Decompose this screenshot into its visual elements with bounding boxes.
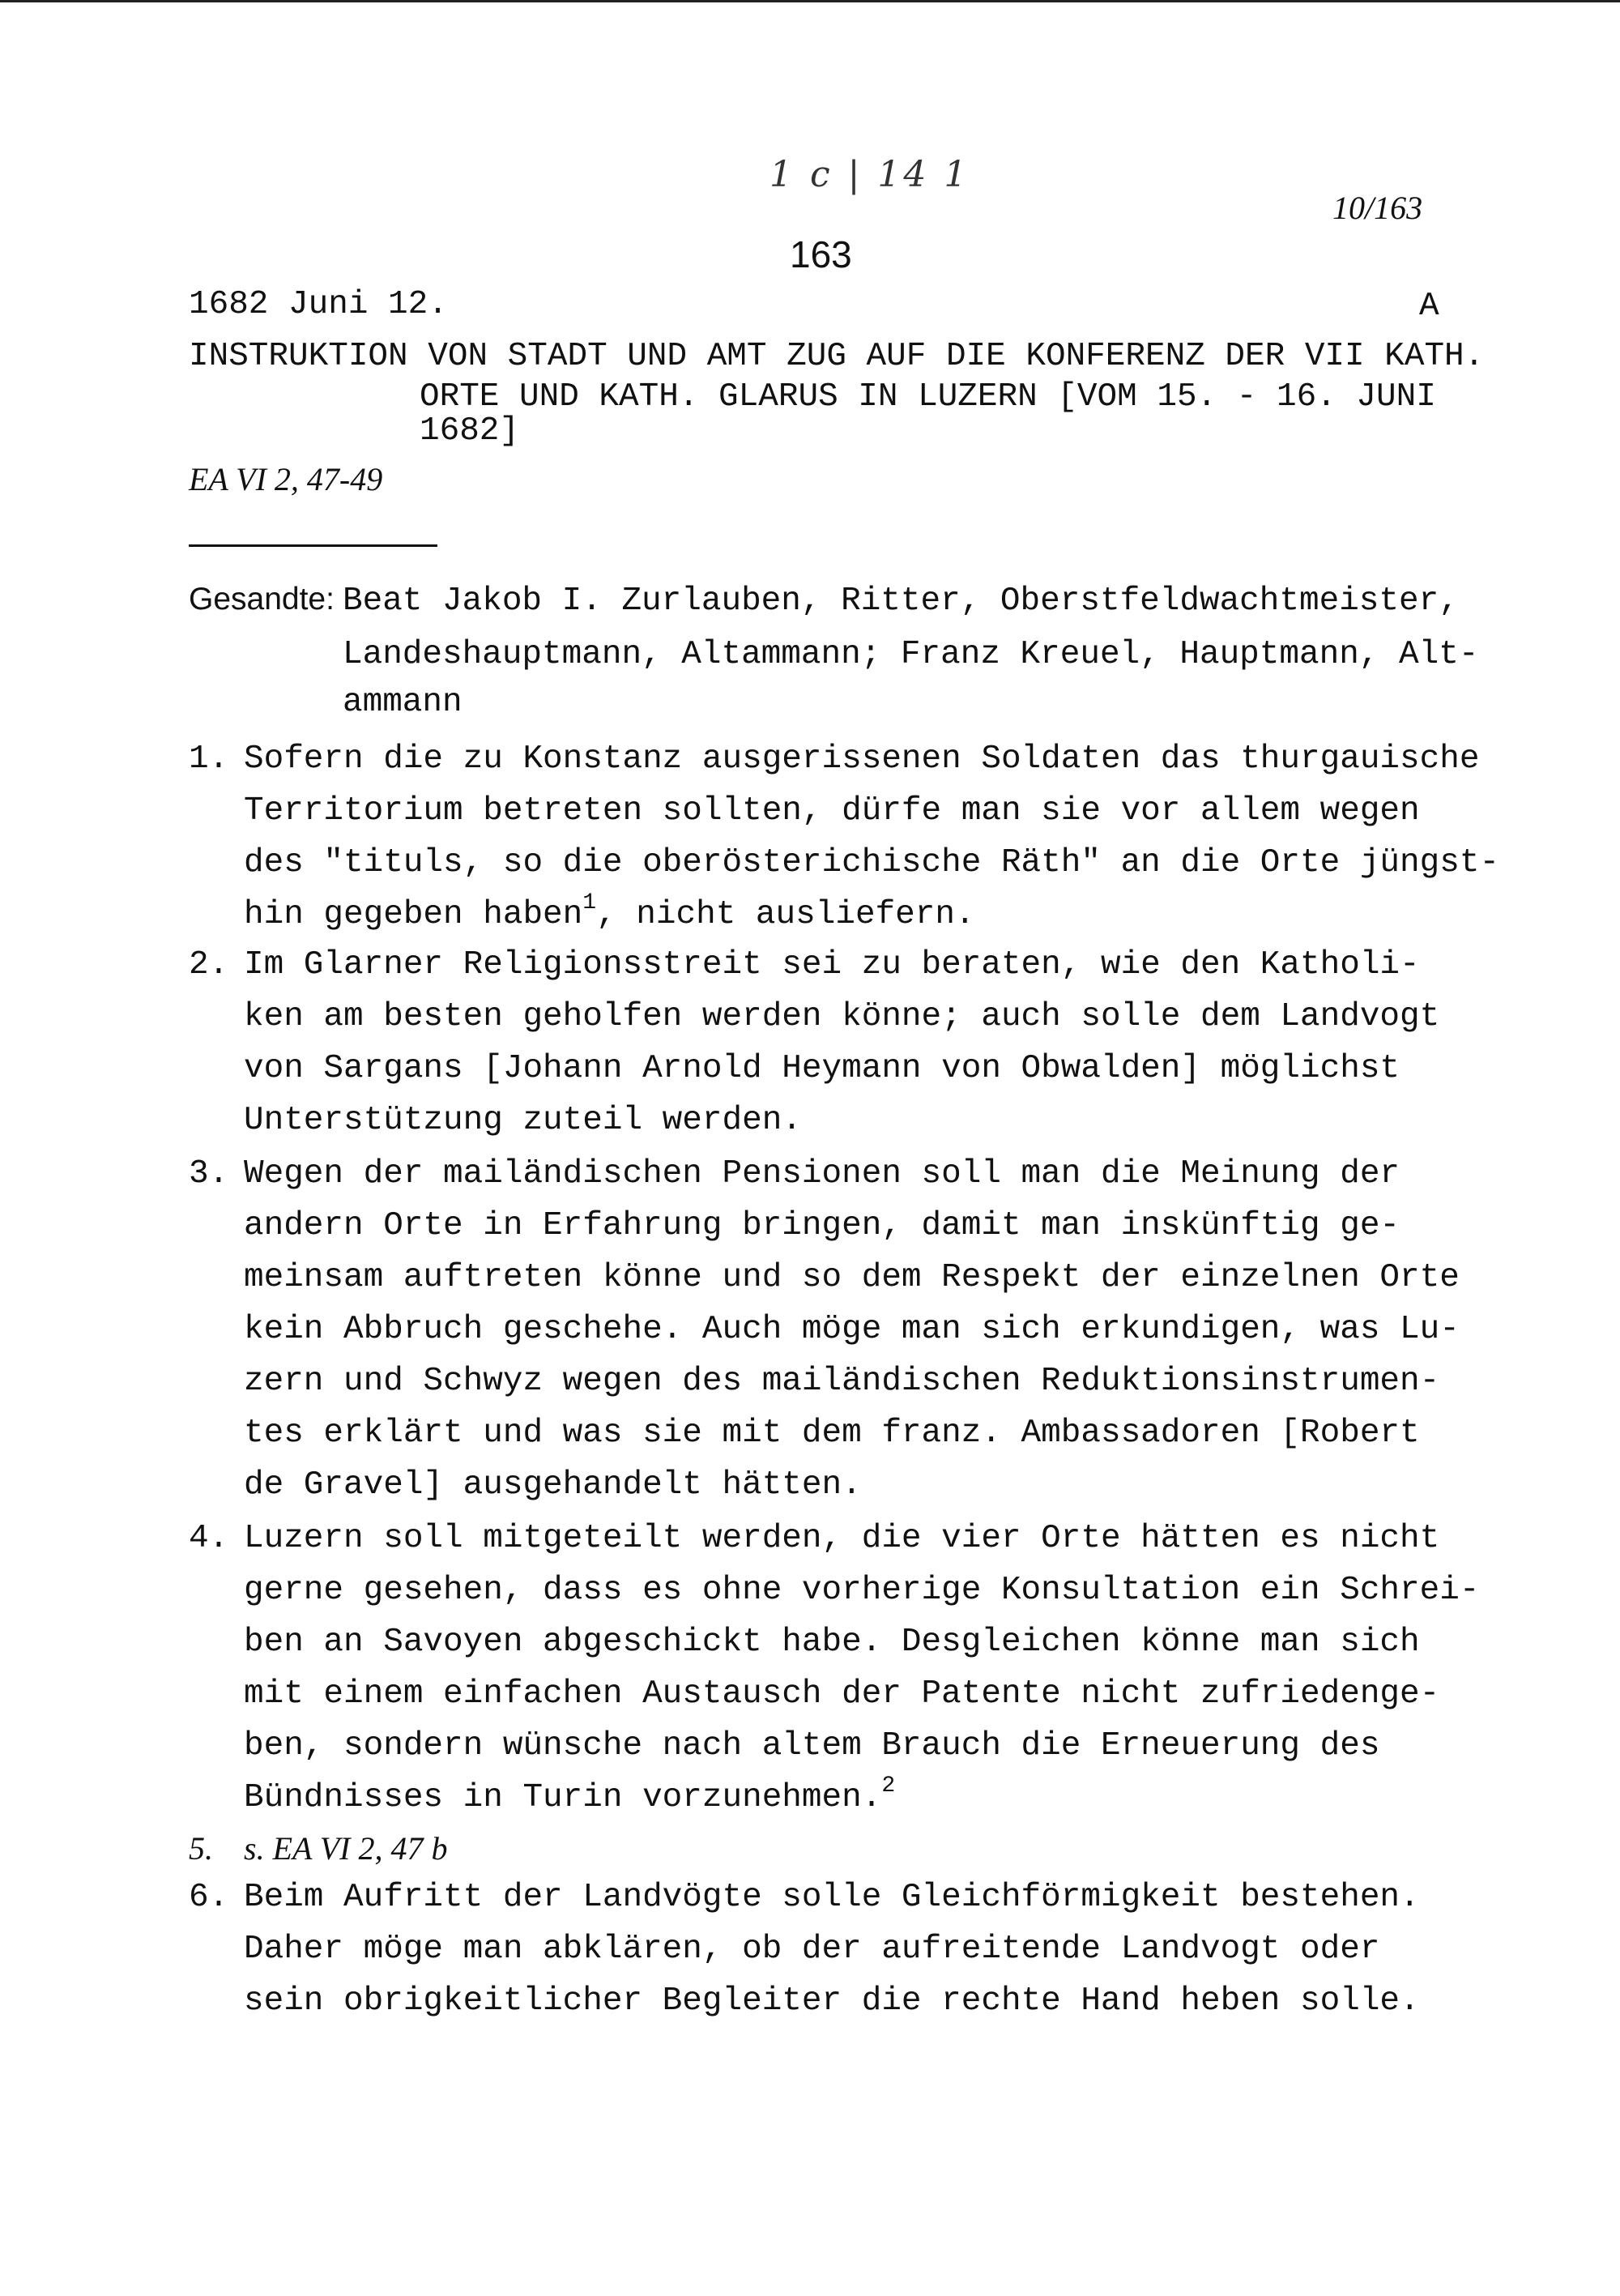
item-line: mit einem einfachen Austausch der Patente nicht zufriedenge- — [244, 1675, 1440, 1713]
document-date: 1682 Juni 12. — [189, 286, 448, 323]
footnote-marker: 1 — [582, 890, 597, 915]
page-number: 163 — [790, 233, 852, 275]
item-number: 2. — [189, 946, 229, 984]
gesandte-line-3: ammann — [343, 684, 463, 721]
item-reference: s. EA VI 2, 47 b — [244, 1830, 448, 1867]
item-line: ken am besten geholfen werden könne; auch solle dem Landvogt — [244, 998, 1440, 1035]
item-number: 1. — [189, 740, 229, 778]
gesandte-label: Gesandte: — [189, 582, 335, 617]
handwritten-archive-mark: 1 c | 14 1 — [770, 154, 970, 195]
item-line: tes erklärt und was sie mit dem franz. Ambassadoren [Robert — [244, 1415, 1420, 1452]
item-line: de Gravel] ausgehandelt hätten. — [244, 1466, 862, 1504]
item-number: 4. — [189, 1520, 229, 1557]
title-line-2: ORTE UND KATH. GLARUS IN LUZERN [VOM 15. - 16. JUNI — [420, 378, 1436, 416]
item-number: 6. — [189, 1879, 229, 1916]
title-line-1: INSTRUKTION VON STADT UND AMT ZUG AUF DIE KONFERENZ DER VII KATH. — [189, 338, 1485, 375]
item-line: gerne gesehen, dass es ohne vorherige Konsultation ein Schrei- — [244, 1572, 1480, 1609]
item-line: zern und Schwyz wegen des mailändischen Reduktionsinstrumen- — [244, 1363, 1440, 1400]
item-line: Beim Aufritt der Landvögte solle Gleichförmigkeit bestehen. — [244, 1879, 1420, 1916]
item-line: andern Orte in Erfahrung bringen, damit man inskünftig ge- — [244, 1207, 1400, 1244]
item-number: 5. — [189, 1830, 213, 1867]
item-line: Wegen der mailändischen Pensionen soll man die Meinung der — [244, 1155, 1400, 1193]
item-line: meinsam auftreten könne und so dem Respekt der einzelnen Orte — [244, 1259, 1460, 1296]
footnote-marker: 2 — [881, 1773, 896, 1799]
item-line-last: Bündnisses in Turin vorzunehmen.$^2$ — [244, 1773, 896, 1816]
heading-separator — [189, 544, 437, 547]
gesandte-line-1: Beat Jakob I. Zurlauben, Ritter, Oberstfeldwachtmeister, — [343, 583, 1459, 620]
item-line: kein Abbruch geschehe. Auch möge man sich erkundigen, was Lu- — [244, 1311, 1460, 1348]
item-line: von Sargans [Johann Arnold Heymann von Obwalden] möglichst — [244, 1050, 1400, 1087]
source-reference: EA VI 2, 47-49 — [189, 461, 383, 497]
item-line: sein obrigkeitlicher Begleiter die rechte Hand heben solle. — [244, 1982, 1420, 2020]
item-line: Sofern die zu Konstanz ausgerissenen Soldaten das thurgauische — [244, 740, 1480, 778]
item-line: Luzern soll mitgeteilt werden, die vier Orte hätten es nicht — [244, 1520, 1440, 1557]
item-line: ben, sondern wünsche nach altem Brauch die Erneuerung des — [244, 1727, 1380, 1765]
page-top-border — [0, 0, 1620, 2]
item-line: Unterstützung zuteil werden. — [244, 1102, 802, 1139]
title-line-3: 1682] — [420, 412, 520, 450]
item-line-last: hin gegeben haben$^1$, nicht ausliefern. — [244, 890, 975, 933]
item-line: Territorium betreten sollten, dürfe man sie vor allem wegen — [244, 792, 1420, 830]
document-marker: A — [1419, 288, 1439, 325]
item-line: ben an Savoyen abgeschickt habe. Desgleichen könne man sich — [244, 1624, 1420, 1661]
archive-reference: 10/163 — [1332, 190, 1423, 226]
item-number: 3. — [189, 1155, 229, 1193]
gesandte-line-2: Landeshauptmann, Altammann; Franz Kreuel, Hauptmann, Alt- — [343, 636, 1479, 673]
item-line: Daher möge man abklären, ob der aufreitende Landvogt oder — [244, 1931, 1380, 1968]
item-line: Im Glarner Religionsstreit sei zu beraten, wie den Katholi- — [244, 946, 1420, 984]
item-line: des "tituls, so die oberösterichische Räth" an die Orte jüngst- — [244, 844, 1500, 881]
